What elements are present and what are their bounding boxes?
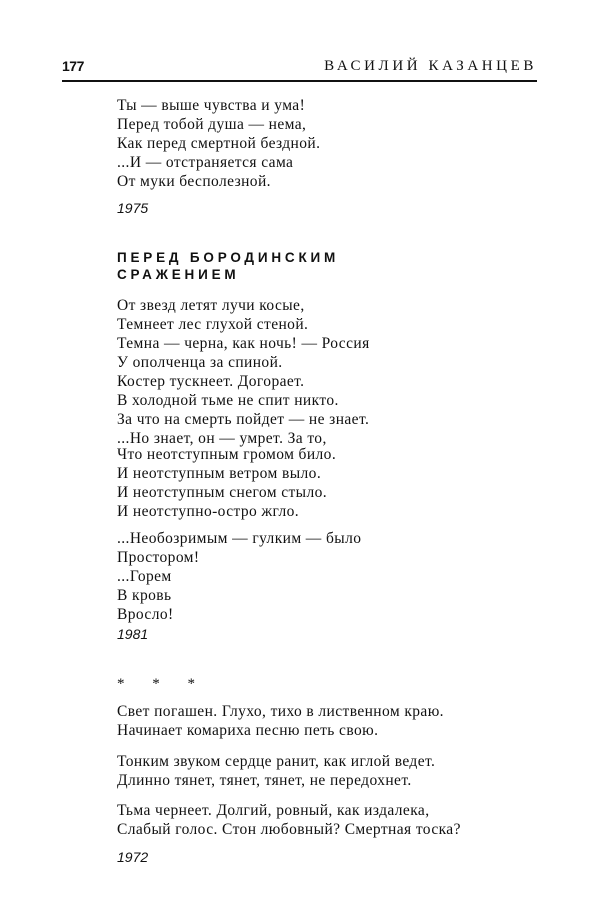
header-rule — [62, 80, 537, 82]
verse-line: Что неотступным громом било. — [117, 446, 337, 463]
verse-line: Тонким звуком сердце ранит, как иглой ведет. — [117, 753, 436, 770]
verse-line: ...Горем — [117, 568, 172, 585]
verse-line: ...Необозримым — гулким — было — [117, 530, 362, 547]
verse-line: В холодной тьме не спит никто. — [117, 392, 339, 409]
verse-line: Ты — выше чувства и ума! — [117, 97, 306, 114]
verse-line: У ополченца за спиной. — [117, 354, 283, 371]
page-number: 177 — [62, 58, 84, 74]
verse-line: Тьма чернеет. Долгий, ровный, как издалека, — [117, 802, 430, 819]
verse-line: Темна — черна, как ночь! — Россия — [117, 335, 370, 352]
asterism-title: * * * — [117, 676, 207, 692]
verse-line: От муки бесполезной. — [117, 173, 271, 190]
verse-line: И неотступно-остро жгло. — [117, 503, 300, 520]
running-head-author: ВАСИЛИЙ КАЗАНЦЕВ — [324, 58, 537, 74]
verse-line: Перед тобой душа — нема, — [117, 116, 307, 133]
verse-line: ...И — отстраняется сама — [117, 154, 294, 171]
verse-line: И неотступным снегом стыло. — [117, 484, 328, 501]
verse-line: Длинно тянет, тянет, тянет, не передохнет. — [117, 772, 412, 789]
page-header — [62, 58, 537, 80]
verse-line: Как перед смертной бездной. — [117, 135, 321, 152]
verse-line: Начинает комариха песню петь свою. — [117, 722, 379, 739]
verse-line: ...Но знает, он — умрет. За то, — [117, 430, 327, 447]
poem-title: СРАЖЕНИЕМ — [117, 267, 240, 282]
poem-year: 1972 — [117, 849, 149, 865]
verse-line: Вросло! — [117, 606, 174, 623]
poem-year: 1975 — [117, 200, 149, 216]
verse-line: Простором! — [117, 549, 200, 566]
poem-year: 1981 — [117, 626, 149, 642]
verse-line: За что на смерть пойдет — не знает. — [117, 411, 370, 428]
verse-line: В кровь — [117, 587, 172, 604]
verse-line: От звезд летят лучи косые, — [117, 297, 305, 314]
verse-line: Темнеет лес глухой стеной. — [117, 316, 309, 333]
verse-line: Костер тускнеет. Догорает. — [117, 373, 305, 390]
verse-line: Свет погашен. Глухо, тихо в лиственном краю. — [117, 703, 444, 720]
verse-line: И неотступным ветром выло. — [117, 465, 322, 482]
poem-title: ПЕРЕД БОРОДИНСКИМ — [117, 250, 340, 265]
verse-line: Слабый голос. Стон любовный? Смертная тоска? — [117, 821, 461, 838]
